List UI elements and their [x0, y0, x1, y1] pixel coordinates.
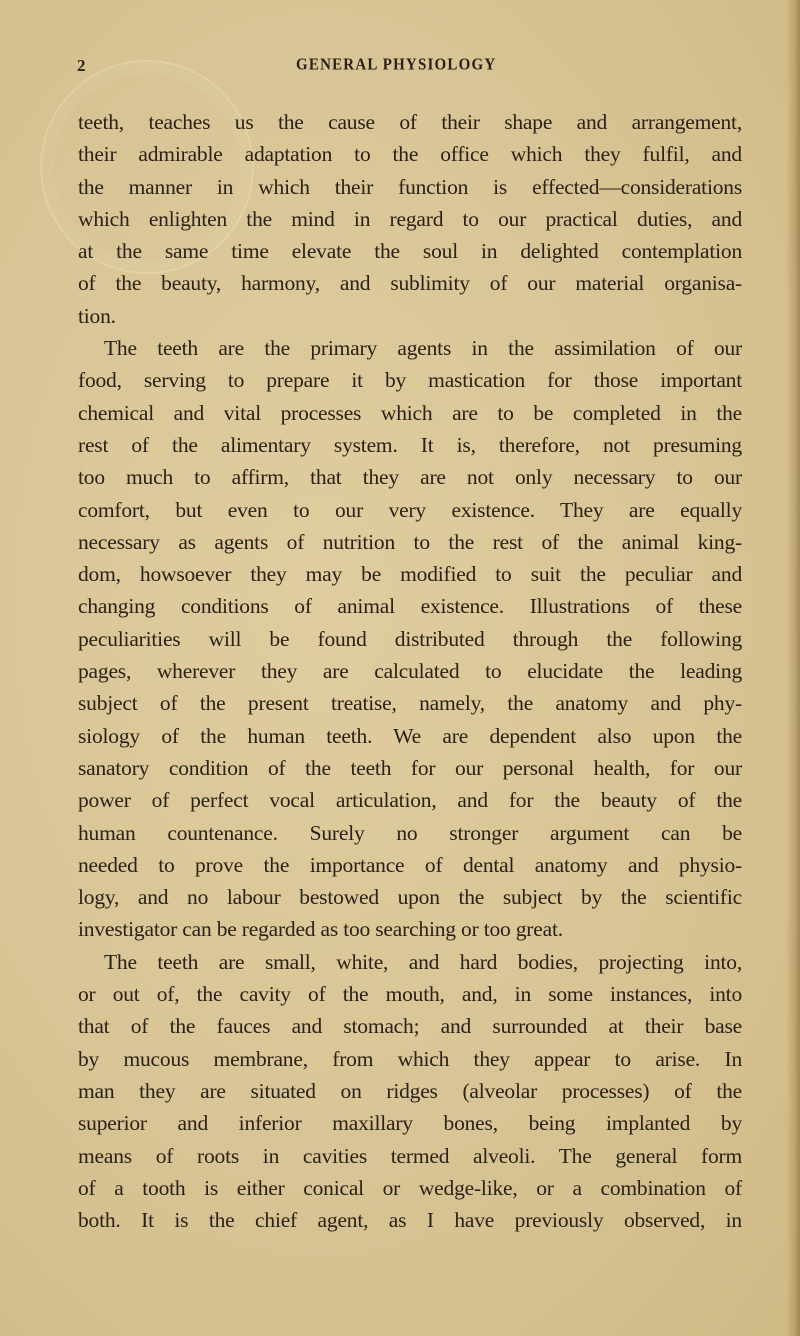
text-line: The teeth are small, white, and hard bodies, projecting into,: [104, 949, 742, 974]
text-line: subject of the present treatise, namely, the anatomy and phy-: [78, 691, 742, 716]
text-line: both. It is the chief agent, as I have previously observed, in: [78, 1208, 742, 1233]
text-line: logy, and no labour bestowed upon the subject by the scientific: [78, 885, 742, 910]
text-line: by mucous membrane, from which they appear to arise. In: [78, 1046, 742, 1071]
text-line: pages, wherever they are calculated to elucidate the leading: [78, 659, 742, 684]
text-line: necessary as agents of nutrition to the rest of the animal king-: [78, 529, 742, 554]
running-title: GENERAL PHYSIOLOGY: [296, 55, 497, 75]
text-line: their admirable adaptation to the office which they fulfil, and: [78, 142, 742, 167]
text-line: The teeth are the primary agents in the assimilation of our: [104, 336, 742, 361]
text-line: the manner in which their function is effected—considerations: [78, 174, 742, 199]
text-line: that of the fauces and stomach; and surrounded at their base: [78, 1014, 742, 1039]
text-line: at the same time elevate the soul in delighted contemplation: [78, 239, 742, 264]
text-line: of a tooth is either conical or wedge-like, or a combination of: [78, 1175, 742, 1200]
text-line: siology of the human teeth. We are dependent also upon the: [78, 723, 742, 748]
text-line: investigator can be regarded as too searching or too great.: [78, 917, 563, 942]
text-line: sanatory condition of the teeth for our personal health, for our: [78, 755, 742, 780]
text-line: superior and inferior maxillary bones, being implanted by: [78, 1111, 742, 1136]
paragraph: [78, 106, 742, 332]
text-line: teeth, teaches us the cause of their shape and arrangement,: [78, 110, 742, 134]
text-line: which enlighten the mind in regard to our practical duties, and: [78, 206, 742, 231]
text-line: changing conditions of animal existence. Illustrations of these: [78, 594, 742, 619]
text-line: peculiarities will be found distributed through the following: [78, 626, 742, 651]
text-line: means of roots in cavities termed alveoli. The general form: [78, 1143, 742, 1168]
page-number: 2: [77, 56, 86, 75]
text-line: man they are situated on ridges (alveolar processes) of the: [78, 1078, 742, 1103]
text-line: dom, howsoever they may be modified to suit the peculiar and: [78, 562, 742, 587]
text-line: or out of, the cavity of the mouth, and, in some instances, into: [78, 982, 742, 1007]
text-line: power of perfect vocal articulation, and for the beauty of the: [78, 788, 742, 813]
text-line: chemical and vital processes which are to be completed in the: [78, 400, 742, 425]
body-text: [78, 106, 742, 1236]
page-edge-shadow: [786, 0, 800, 1336]
paragraph: [78, 946, 742, 1237]
text-line: too much to affirm, that they are not only necessary to our: [78, 465, 742, 490]
text-line: rest of the alimentary system. It is, therefore, not presuming: [78, 432, 742, 457]
paragraph: [78, 332, 742, 946]
text-line: of the beauty, harmony, and sublimity of our material organisa-: [78, 271, 742, 296]
text-line: comfort, but even to our very existence. They are equally: [78, 497, 742, 522]
text-line: food, serving to prepare it by mastication for those important: [78, 368, 742, 393]
text-line: human countenance. Surely no stronger argument can be: [78, 820, 742, 845]
running-head: [0, 56, 800, 80]
text-line: tion.: [78, 303, 116, 328]
text-line: needed to prove the importance of dental anatomy and physio-: [78, 852, 742, 877]
